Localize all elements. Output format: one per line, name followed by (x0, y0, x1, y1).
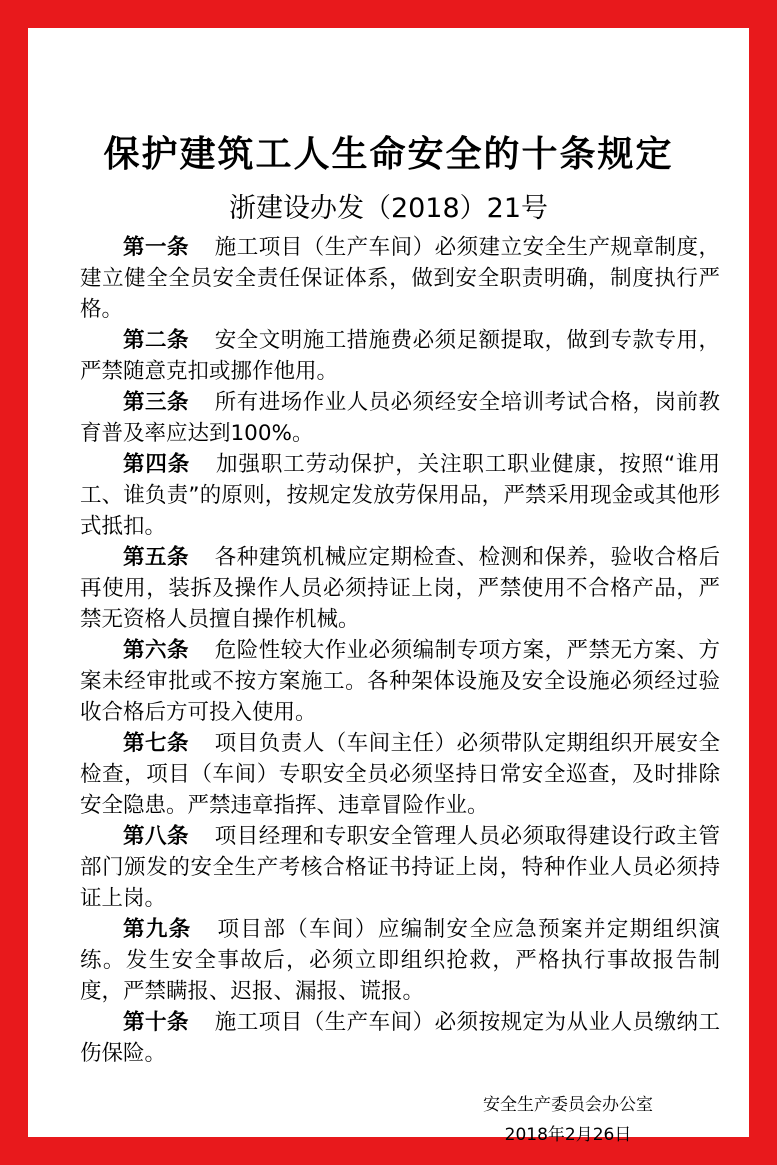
issue-date: 2018年2月26日 (504, 1125, 632, 1145)
rule-item (80, 1007, 720, 1069)
rule-item (80, 821, 720, 914)
rule-item (80, 914, 720, 1007)
rule-number: 第四条 (123, 452, 191, 477)
notice-board (28, 28, 749, 1145)
rule-number: 第八条 (123, 824, 189, 849)
rule-text: 各种建筑机械应定期检查、检测和保养，验收合格后再使用，装拆及操作人员必须持证上岗，严禁使用不合格产品，严禁无资格人员擅自操作机械。 (80, 545, 720, 632)
rule-text: 所有进场作业人员必须经安全培训考试合格，岗前教育普及率应达到100%。 (80, 390, 720, 446)
document-title: 保护建筑工人生命安全的十条规定 (103, 134, 674, 175)
document-number: 浙建设办发（2018）21号 (228, 193, 549, 224)
rule-number: 第一条 (123, 235, 189, 260)
rule-item (80, 449, 720, 542)
rule-text: 加强职工劳动保护，关注职工职业健康，按照“谁用工、谁负责”的原则，按规定发放劳保用品，严禁采用现金或其他形式抵扣。 (80, 452, 720, 539)
rule-number: 第二条 (123, 328, 189, 353)
rule-item (80, 728, 720, 821)
rule-text: 安全文明施工措施费必须足额提取，做到专款专用，严禁随意克扣或挪作他用。 (80, 328, 720, 384)
rule-item (80, 542, 720, 635)
rule-text: 施工项目（生产车间）必须建立安全生产规章制度，建立健全全员安全责任保证体系，做到安全职责明确，制度执行严格。 (80, 235, 720, 322)
rule-number: 第五条 (123, 545, 189, 570)
rule-item (80, 635, 720, 728)
rule-text: 项目经理和专职安全管理人员必须取得建设行政主管部门颁发的安全生产考核合格证书持证上岗，特种作业人员必须持证上岗。 (80, 824, 720, 911)
rule-item (80, 232, 720, 325)
rules-list (80, 232, 720, 1069)
rule-text: 项目部（车间）应编制安全应急预案并定期组织演练。发生安全事故后，必须立即组织抢救，严格执行事故报告制度，严禁瞒报、迟报、漏报、谎报。 (80, 917, 720, 1004)
rule-item (80, 325, 720, 387)
rule-item (80, 387, 720, 449)
issuer-block (438, 1090, 698, 1150)
rule-text: 施工项目（生产车间）必须按规定为从业人员缴纳工伤保险。 (80, 1010, 720, 1066)
rule-number: 第六条 (123, 638, 189, 663)
issuer-org: 安全生产委员会办公室 (483, 1095, 653, 1115)
rule-text: 危险性较大作业必须编制专项方案，严禁无方案、方案未经审批或不按方案施工。各种架体设施及安全设施必须经过验收合格后方可投入使用。 (80, 638, 720, 725)
rule-number: 第七条 (123, 731, 189, 756)
rule-text: 项目负责人（车间主任）必须带队定期组织开展安全检查，项目（车间）专职安全员必须坚持日常安全巡查，及时排除安全隐患。严禁违章指挥、违章冒险作业。 (80, 731, 720, 818)
rule-number: 第三条 (123, 390, 189, 415)
rule-number: 第十条 (123, 1010, 189, 1035)
rule-number: 第九条 (123, 917, 192, 942)
